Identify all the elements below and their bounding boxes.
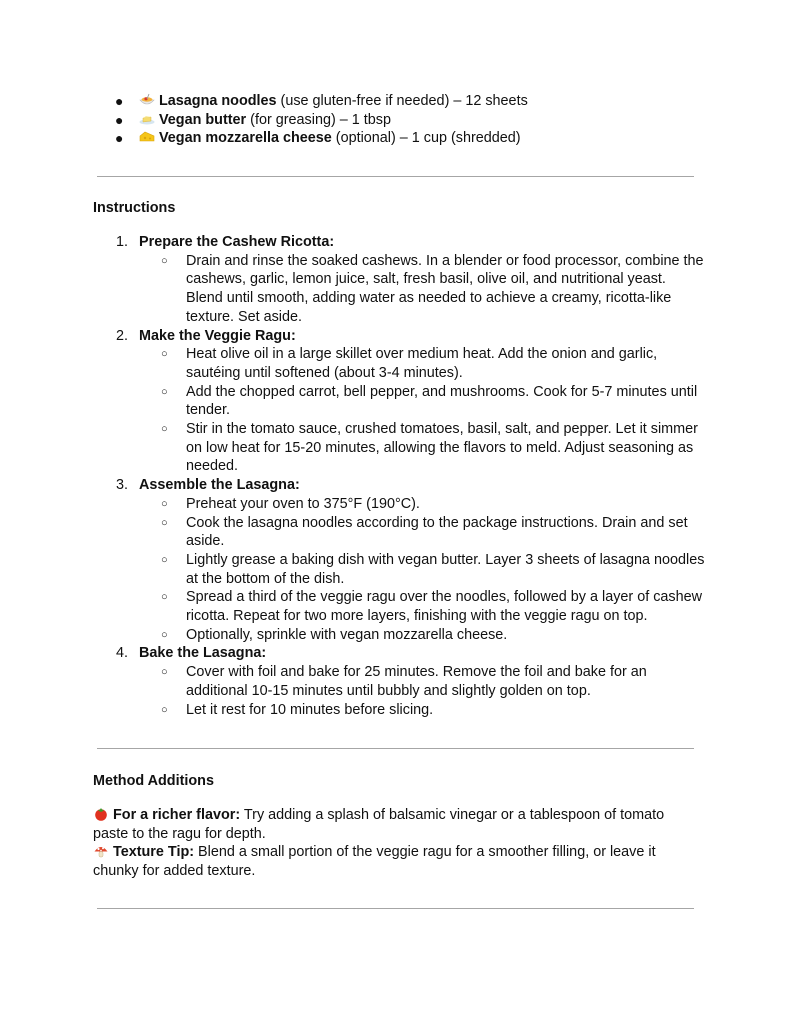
addition-text: Blend a small portion of the veggie ragu for a smoother filling, or leave it chunky for added texture.	[93, 844, 656, 880]
step-number: 2.	[116, 327, 129, 344]
ingredient-item	[115, 92, 735, 111]
sub-bullet: ○	[161, 254, 168, 267]
step-number: 3.	[116, 477, 129, 494]
addition-item	[93, 843, 703, 880]
sub-bullet: ○	[161, 703, 168, 716]
step-subitem	[93, 345, 706, 382]
step-subitem	[93, 252, 706, 327]
step-subitem-text: Add the chopped carrot, bell pepper, and mushrooms. Cook for 5-7 minutes until tender.	[186, 383, 698, 419]
spaghetti-icon	[139, 93, 155, 107]
step-subitem	[93, 626, 706, 645]
step-subitem-text: Cover with foil and bake for 25 minutes. Remove the foil and bake for an additional 10-15 minutes until bubbly and slightly golden on top.	[186, 664, 647, 699]
addition-label: For a richer flavor:	[113, 807, 241, 823]
sub-bullet: ○	[161, 385, 168, 398]
step-subitem	[93, 514, 706, 551]
horizontal-rule	[97, 908, 694, 909]
addition-label: Texture Tip:	[113, 844, 195, 861]
step-subitem-text: Optionally, sprinkle with vegan mozzarella cheese.	[186, 626, 508, 643]
step-title	[93, 327, 713, 346]
step-subitem	[93, 663, 706, 700]
step-subitem	[93, 420, 706, 476]
step-title-text: Prepare the Cashew Ricotta:	[139, 234, 335, 250]
sub-bullet: ○	[161, 516, 168, 529]
step-subitem-text: Lightly grease a baking dish with vegan butter. Layer 3 sheets of lasagna noodles at the bottom of the dish.	[186, 551, 705, 587]
step-subitem-text: Heat olive oil in a large skillet over medium heat. Add the onion and garlic, sautéing until softened (about 3-4 minutes).	[186, 346, 658, 381]
instructions-list	[93, 233, 713, 719]
bullet: ●	[115, 130, 124, 147]
step-number: 1.	[116, 234, 129, 250]
step-subitem-text: Preheat your oven to 375°F (190°C).	[186, 495, 420, 512]
ingredient-item	[115, 111, 735, 130]
step-title	[93, 644, 713, 663]
step-title-text: Make the Veggie Ragu:	[139, 327, 296, 344]
bullet: ●	[115, 111, 124, 128]
step-subitem-text: Spread a third of the veggie ragu over the noodles, followed by a layer of cashew ricotta. Repeat for two more layers, finishing with the veggie ragu on top.	[186, 589, 702, 625]
sub-bullet: ○	[161, 497, 168, 510]
method-additions-list	[93, 806, 703, 881]
butter-icon	[139, 112, 155, 126]
step-subitem-text: Drain and rinse the soaked cashews. In a blender or food processor, combine the cashews, garlic, lemon juice, salt, fresh basil, olive oil, and nutritional yeast. Blend until smooth, adding water as needed to achieve a creamy, ricotta-like texture. Set aside.	[186, 252, 704, 325]
addition-item	[93, 806, 703, 843]
ingredient-detail: (use gluten-free if needed) – 12 sheets	[276, 93, 528, 109]
step-subitem-text: Cook the lasagna noodles according to the package instructions. Drain and set aside.	[186, 514, 688, 550]
sub-bullet: ○	[161, 348, 168, 361]
instructions-heading: Instructions	[93, 200, 176, 216]
step-title-text: Assemble the Lasagna:	[139, 477, 300, 494]
method-additions-heading: Method Additions	[93, 773, 214, 789]
ingredient-list	[115, 92, 735, 148]
step-subitem	[93, 701, 706, 720]
mushroom-icon	[93, 844, 109, 858]
ingredient-name: Lasagna noodles	[159, 93, 277, 109]
ingredient-detail: (for greasing) – 1 tbsp	[246, 111, 391, 128]
step-subitem-text: Let it rest for 10 minutes before slicing.	[186, 701, 434, 718]
sub-bullet: ○	[161, 666, 168, 679]
step-title-text: Bake the Lasagna:	[139, 645, 267, 662]
horizontal-rule	[97, 748, 694, 749]
bullet: ●	[115, 93, 124, 109]
sub-bullet: ○	[161, 628, 168, 641]
horizontal-rule	[97, 176, 694, 177]
step-subitem-text: Stir in the tomato sauce, crushed tomatoes, basil, salt, and pepper. Let it simmer on low heat for 15-20 minutes, allowing the flavors to meld. Adjust seasoning as needed.	[186, 421, 698, 475]
addition-text: Try adding a splash of balsamic vinegar or a tablespoon of tomato paste to the ragu for depth.	[93, 807, 665, 842]
step-title	[93, 476, 713, 495]
step-subitem	[93, 383, 706, 420]
ingredient-item	[115, 129, 735, 148]
sub-bullet: ○	[161, 553, 168, 566]
ingredient-name: Vegan butter	[159, 111, 247, 128]
tomato-icon	[93, 807, 109, 821]
step-subitem	[93, 495, 706, 514]
step-subitem	[93, 551, 706, 588]
step-number: 4.	[116, 645, 129, 662]
sub-bullet: ○	[161, 591, 168, 604]
ingredient-detail: (optional) – 1 cup (shredded)	[331, 130, 521, 147]
ingredient-name: Vegan mozzarella cheese	[159, 130, 332, 147]
cheese-icon	[139, 130, 155, 144]
sub-bullet: ○	[161, 423, 168, 436]
step-subitem	[93, 588, 706, 625]
step-title	[93, 233, 713, 252]
